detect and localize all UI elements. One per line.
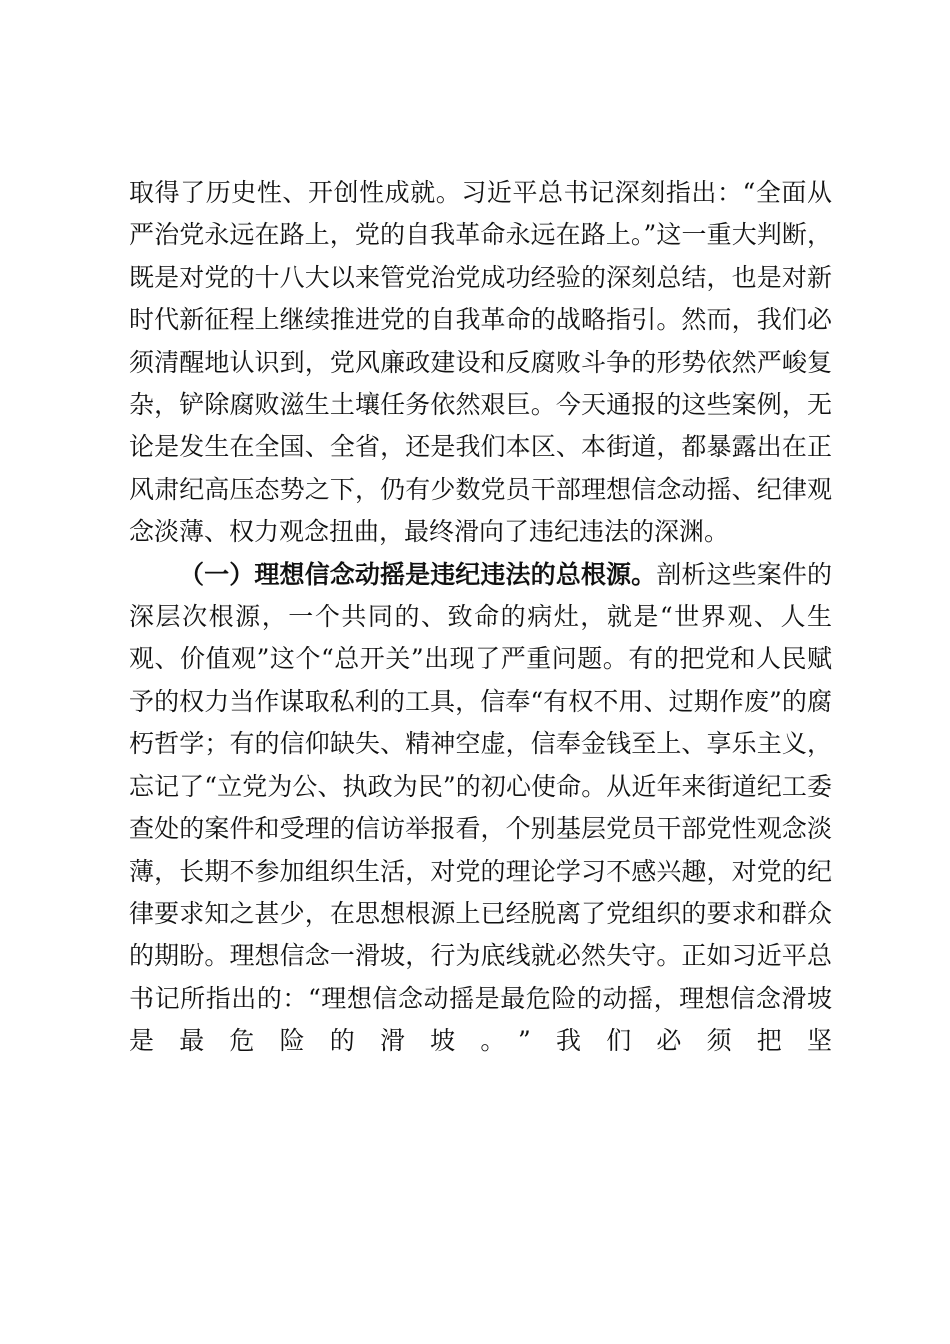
paragraph-2-body: 剖析这些案件的深层次根源，一个共同的、致命的病灶，就是“世界观、人生观、价值观”这个“总开关”出现了严重问题。有的把党和人民赋予的权力当作谋取私利的工具，信奉“有权不用、过期作废”的腐朽哲学；有的信仰缺失、精神空虚，信奉金钱至上、享乐主义，忘记了“立党为公、执政为民”的初心使命。从近年来街道纪工委查处的案件和受理的信访举报看，个别基层党员干部党性观念淡薄，长期不参加组织生活，对党的理论学习不感兴趣，对党的纪律要求知之甚少，在思想根源上已经脱离了党组织的要求和群众的期盼。理想信念一滑坡，行为底线就必然失守。正如习近平总书记所指出的：“理想信念动摇是最危险的动摇，理想信念滑坡是最危险的滑坡。”我们必须把坚	[129, 559, 832, 1056]
section-heading: （一）理想信念动摇是违纪违法的总根源。	[179, 559, 657, 589]
document-body	[129, 172, 832, 1063]
paragraph-1: 取得了历史性、开创性成就。习近平总书记深刻指出：“全面从严治党永远在路上，党的自我革命永远在路上。”这一重大判断，既是对党的十八大以来管党治党成功经验的深刻总结，也是对新时代新征程上继续推进党的自我革命的战略指引。然而，我们必须清醒地认识到，党风廉政建设和反腐败斗争的形势依然严峻复杂，铲除腐败滋生土壤任务依然艰巨。今天通报的这些案例，无论是发生在全国、全省，还是我们本区、本街道，都暴露出在正风肃纪高压态势之下，仍有少数党员干部理想信念动摇、纪律观念淡薄、权力观念扭曲，最终滑向了违纪违法的深渊。	[129, 178, 832, 547]
paragraph-2	[129, 554, 832, 1063]
